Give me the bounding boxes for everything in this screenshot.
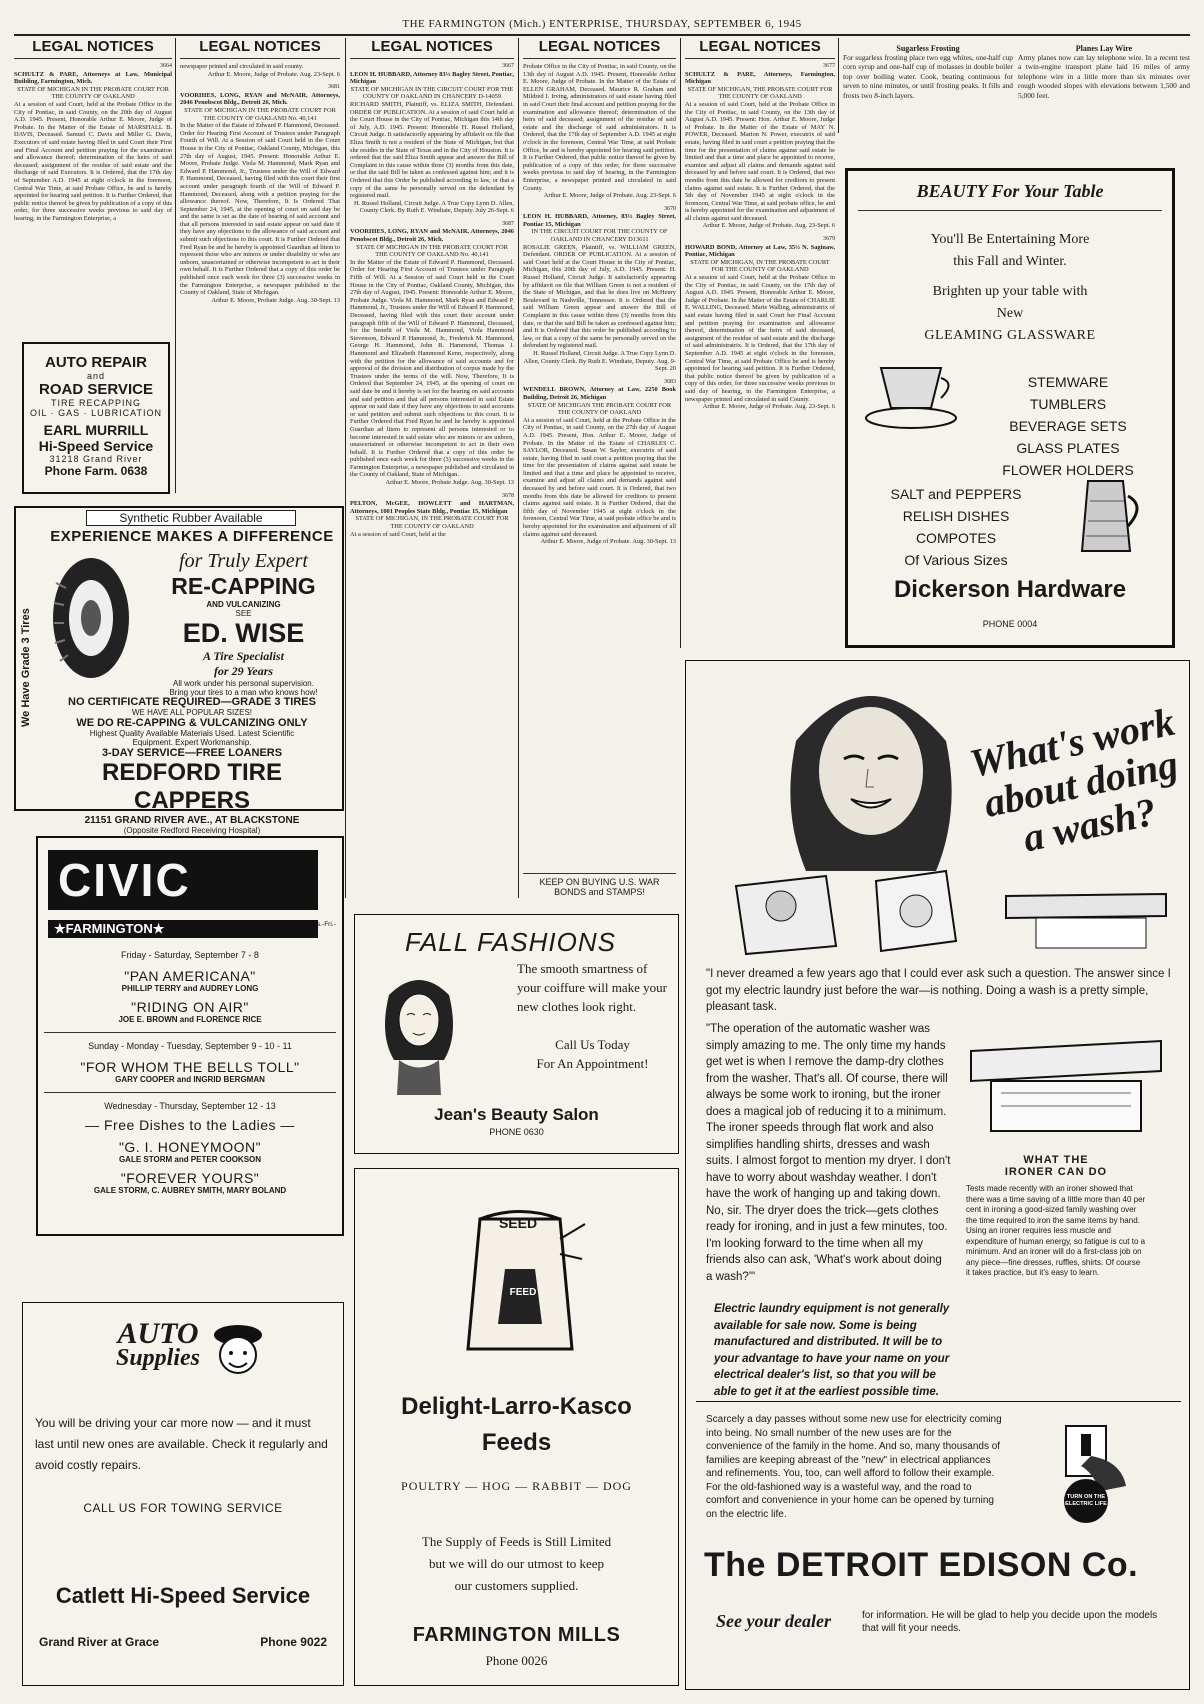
notice-signature: Arthur E. Moore, Probate Judge. Aug. 30-Sept. 13 bbox=[211, 296, 340, 304]
ad-text: 3-DAY SERVICE—FREE LOANERS bbox=[101, 747, 283, 759]
brief-body: For sugarless frosting place two egg whites, one-half cup corn syrup and one-half cup of molasses in double boiler top over boiling water. Cook, beating continuous for seven to nine minutes, or until frosting peaks. It fills and frosts two 8-inch layers. bbox=[843, 53, 1013, 100]
product-item: STEMWARE bbox=[1027, 374, 1109, 390]
ad-text: Call Us Today bbox=[555, 1037, 630, 1052]
product-item: FLOWER HOLDERS bbox=[1002, 462, 1134, 478]
war-bonds-slogan: KEEP ON BUYING U.S. WAR BONDS and STAMPS! bbox=[523, 873, 676, 897]
ad-note: Electric laundry equipment is not generally available for sale now. Some is being manufactured and distributed. It will be to your advantage to have your name on your electrical dealer's list, so that you will be able to get it at the earliest possible time. bbox=[714, 1303, 950, 1398]
legal-column-5 bbox=[685, 38, 835, 638]
ad-logo: AUTO bbox=[117, 1317, 199, 1350]
ad-text: WE HAVE ALL POPULAR SIZES! bbox=[131, 708, 253, 717]
legal-notice bbox=[523, 206, 676, 373]
column-rule bbox=[838, 38, 839, 133]
light-switch-icon bbox=[1031, 1416, 1141, 1526]
theatre-phone: Phone 0444 · Latest News Wed.-Thurs.-Fri.-Sat bbox=[208, 921, 336, 937]
movie-title: "PAN AMERICANA" bbox=[124, 968, 256, 984]
ad-business-name: REDFORD TIRE CAPPERS bbox=[102, 759, 282, 814]
ad-logo: Supplies bbox=[115, 1345, 201, 1371]
sack-label: FEED bbox=[509, 1287, 537, 1298]
notice-signature: Arthur E. Moore, Judge of Probate. Aug. 23-Sept. 6 bbox=[702, 403, 835, 411]
notice-number: 3687 bbox=[502, 220, 514, 227]
ad-text: TIRE RECAPPING bbox=[50, 398, 141, 408]
ad-text: A Tire Specialist bbox=[203, 649, 284, 663]
ad-text: (Opposite Redford Receiving Hospital) bbox=[123, 826, 261, 835]
product-item: TUMBLERS bbox=[1029, 396, 1107, 412]
column-rule bbox=[345, 38, 346, 898]
ad-text: For An Appointment! bbox=[536, 1056, 649, 1071]
product-item: GLASS PLATES bbox=[1016, 440, 1120, 456]
ad-text: SEE bbox=[235, 609, 252, 618]
notice-signature: Arthur E. Moore, Probate Judge. Aug. 30-Sept. 13 bbox=[385, 479, 514, 487]
movie-title: "RIDING ON AIR" bbox=[131, 999, 249, 1015]
notice-attorney: SCHULTZ & PARE, Attorneys at Law, Municipal Building, Farmington, Mich. bbox=[14, 70, 172, 86]
notice-body: In the Matter of the Estate of Edward P. Hammond, Deceased. Order for Hearing First Account of Trustees under Paragraph Fourth of Will. At a Session of said Court held in the Court House in the City of Pontiac, Oakland County, Michigan, this 27th day of August, 1945. Present: Honorable Arthur E. Moore, Probate Judge. Viola M. Hammond, Mark Ryan and Edward P. Hammond, Jr., Trustees under the Will of Edward P. Hammond, Deceased, having filed with this court their first account under paragraph fourth of the Will of Edward P. Hammond, Deceased, along with a petition praying for the allowance thereof. Now, Therefore, It Is Ordered That September 24, 1945, at the opening of court on said day be and the same is set as the date of hearing of said account and that all persons interested in said estate appear on said date if they have any objections to the allowance of said account and submit such objections to this court. It is Further Ordered that Fred Ryan be and he hereby is appointed Guardian ad litem to represent those who are minors or under disability or who are unborn, unascertained or otherwise incompetent to act in their own behalf. It is Further Ordered that a copy of this order be published once each week for three (3) successive weeks in the Farmington Enterprise, a newspaper published in the County of Oakland, State of Michigan. bbox=[180, 122, 340, 297]
notice-body: RICHARD SMITH, Plaintiff, vs. ELIZA SMITH, Defendant. ORDER OF PUBLICATION. At a session of said Court held at the Court House in the City of Pontiac, Michigan this 14th day of July, A.D. 1945. Present: Honorable H. Russel Holland, Circuit Judge. It satisfactorily appearing by affidavit on file that Eliza Smith is not a resident of the State of Michigan, but that she resides in the State of Texas and in the City of Houston. It is ordered that the said Eliza Smith appear and answer the Bill of Complaint in this cause within three (3) months from this date, or that the said Bill be taken as confessed against him; and it is Ordered that this Order be published according to law, or that a copy of the same be personally served on the defendant by registered mail. bbox=[350, 100, 514, 200]
glassware-cup-icon bbox=[856, 343, 966, 433]
notice-court: STATE OF MICHIGAN, IN THE PROBATE COURT FOR THE COUNTY OF OAKLAND bbox=[355, 515, 509, 531]
column-rule bbox=[680, 38, 681, 648]
ad-text: for information. He will be glad to help you decide upon the models that will fit your needs. bbox=[862, 1610, 1158, 1634]
notice-number: 3664 bbox=[160, 63, 172, 69]
ad-headline: Feeds bbox=[481, 1429, 552, 1456]
legal-column-3 bbox=[350, 38, 514, 898]
show-dates: Wednesday - Thursday, September 12 - 13 bbox=[104, 1101, 276, 1111]
legal-notice bbox=[180, 63, 340, 78]
ad-business-name: Jean's Beauty Salon bbox=[434, 1105, 599, 1124]
legal-notice bbox=[523, 379, 676, 546]
movie-stars: JOE E. BROWN and FLORENCE RICE bbox=[118, 1015, 262, 1024]
promotion: — Free Dishes to the Ladies — bbox=[85, 1117, 295, 1133]
ad-phone: Phone 9022 bbox=[260, 1635, 327, 1649]
product-item: Of Various Sizes bbox=[904, 552, 1008, 568]
legal-heading: LEGAL NOTICES bbox=[523, 38, 676, 59]
laundry-appliances-illustration bbox=[706, 856, 1176, 956]
legal-notice bbox=[685, 236, 835, 411]
notice-number: 3678 bbox=[502, 492, 514, 499]
ad-text: Brighten up your table with bbox=[932, 284, 1088, 299]
notice-body: At a session of said Court, held at the Probate Office in the City of Pontiac, in said County, on the 13th day of August A.D. 1945. Present: Hon. Arthur E. Moore, Judge of Probate. In the Matter of the Estate of MAY N. POWER, Deceased. Marion N. Power, executrix of said estate, having filed in said court a petition praying that the time for the presentation of claims against said estate be limited and that a time and place be appointed to receive, examine and adjust all claims and demands against said deceased by and before said court. It is Ordered, that two months from this date be allowed for creditors to present claims against said estate. It is Further Ordered, that the 5th day of November 1945 at eight o'clock in the forenoon, Central War Time, at said probate office, be and is hereby appointed for the examination and adjustment of all claims against said deceased. bbox=[685, 100, 835, 222]
notice-attorney: SCHULTZ & PARE, Attorneys, Farmington, Michigan bbox=[685, 70, 835, 86]
ad-text: and bbox=[86, 371, 106, 381]
divider bbox=[44, 1092, 336, 1093]
product-item: COMPOTES bbox=[915, 530, 997, 546]
ad-address: Grand River at Grace bbox=[39, 1635, 160, 1649]
ad-text: for Truly Expert bbox=[179, 550, 308, 572]
detroit-edison-ad bbox=[685, 660, 1190, 1690]
ad-text: WE DO RE-CAPPING & VULCANIZING ONLY bbox=[76, 717, 308, 729]
column-rule bbox=[175, 38, 176, 493]
legal-notice bbox=[350, 493, 514, 539]
ad-body: The smooth smartness of your coiffure will make your new clothes look right. bbox=[517, 961, 667, 1014]
brief-planes bbox=[1018, 44, 1190, 139]
ad-business-name: FARMINGTON MILLS bbox=[412, 1624, 621, 1646]
masthead: THE FARMINGTON (Mich.) ENTERPRISE, THURSDAY, SEPTEMBER 6, 1945 bbox=[402, 18, 802, 30]
ad-body: but we will do our utmost to keep bbox=[428, 1556, 605, 1571]
movie-stars: GALE STORM, C. AUBREY SMITH, MARY BOLAND bbox=[93, 1186, 287, 1195]
ad-body: You will be driving your car more now — and it must last until new ones are available. Check it regularly and avoid costly repairs. bbox=[35, 1416, 328, 1472]
legal-notice bbox=[350, 63, 514, 215]
movie-stars: GALE STORM and PETER COOKSON bbox=[118, 1155, 262, 1164]
notice-attorney: WENDELL BROWN, Attorney at Law, 2250 Book Building, Detroit 26, Michigan bbox=[523, 386, 676, 401]
sidebar-heading: WHAT THE bbox=[1023, 1154, 1089, 1166]
notice-attorney: VOORHIES, LONG, RYAN and McNAIR, Attorneys, 2046 Penobscot Bldg., Detroit 26, Mich. bbox=[350, 228, 514, 244]
notice-body: In the Matter of the Estate of Edward P. Hammond, Deceased. Order for Hearing First Account of Trustees under Paragraph Fifth of Will. At a Session of said Court held in the Court House in the City of Pontiac, Oakland County, Michigan, this 27th day of August, 1945. Present: Honorable Arthur E. Moore, Probate Judge. Viola M. Hammond, Mark Ryan and Edward P. Hammond, Jr., Trustees under the Will of Edward P. Hammond, Deceased, having filed with this court their account under paragraph fifth of the Will of Edward P. Hammond, Deceased, for the benefit of Viola M. Hammond, Viola Hammond Stevenson, Edward P. Hammond, Jr., Frederick M. Hammond, George H. Hammond, John B. Hammond, Thomas J. Hammond and Elizabeth Hammond Kenn, respectively, along with the petition for the allowance of said accounts and for approval of the division and distribution of corpus made by the Trustees under the terms of the will. Now, Therefore, It is Ordered that September 24, 1945, at the opening of court on said date be and it hereby is set for the hearing on said accounts and said petition and that all persons interested in said Estate appear on said date if they have any objections to said accounts or said petition and submit such objections to this court. It is Further Ordered that Fred Ryan be and he hereby is appointed Guardian ad litem to represent all persons interested or to become interested in said estate who are minors or are unborn, unascertained or otherwise incompetent to act in their own behalf. It is Further Ordered that a copy of this order be published once each week for three (3) successive weeks in the Farmington Enterprise, a newspaper published and circulated in the County of Oakland, State of Michigan. bbox=[350, 258, 514, 479]
theatre-logo: CIVIC bbox=[48, 850, 318, 910]
ad-headline: BEAUTY For Your Table bbox=[916, 181, 1104, 201]
ad-text: OIL · GAS · LUBRICATION bbox=[29, 408, 162, 418]
ad-phone: Phone 0026 bbox=[485, 1653, 548, 1668]
legal-heading: LEGAL NOTICES bbox=[180, 38, 340, 59]
product-item: BEVERAGE SETS bbox=[1009, 418, 1127, 434]
tire-illustration bbox=[46, 553, 146, 683]
ad-address: 21151 GRAND RIVER AVE., AT BLACKSTONE bbox=[84, 815, 300, 826]
legal-heading: LEGAL NOTICES bbox=[685, 38, 835, 59]
ad-body: "I never dreamed a few years ago that I could ever ask such a question. The answer since I got my electric laundry just before the war—is nothing. Doing a wash is a pretty simple, pleasant task. bbox=[706, 968, 1171, 1013]
notice-body: At a session of said Court, held at the bbox=[350, 530, 446, 538]
notice-court: STATE OF MICHIGAN, IN THE PROBATE COURT FOR THE COUNTY OF OAKLAND bbox=[690, 258, 830, 274]
notice-body: ROSALIE GREEN, Plaintiff, vs. WILLIAM GREEN, Defendant. ORDER OF PUBLICATION. At a session of said Court held at the Court House in the City of Pontiac, Michigan, this 20th day of July, A.D. 1945. Present: H. Russel Holland, Circuit Judge. It satisfactorily appearing by affidavit on file that William Green is not a resident of the State of Michigan, and that he does live on McHenry Boulevard in Nashville, Tennessee. It is Ordered that the said William Green appear and answer the Bill of Complaint in this cause within three (3) months from this date, or that the said Bill be taken as confessed against him; and It is Ordered that this order be published according to law, or that a copy of the same be personally served on the defendant by registered mail. bbox=[523, 243, 676, 350]
ad-text: You'll Be Entertaining More bbox=[930, 232, 1090, 247]
pitcher-icon bbox=[1068, 471, 1148, 561]
farmington-mills-ad bbox=[354, 1168, 679, 1686]
ad-phone: PHONE 0630 bbox=[489, 1127, 544, 1137]
sidebar-body: Tests made recently with an ironer showed that there was a time saving of a little more than 40 per cent in ironing a good-sized family washing over the time required to iron the same items by hand. Using an ironer requires less muscle and expenditure of human energy, so fatigue is cut to a minimum. And an ironer will do a first-class job on any piece—fine dresses, ruffles, shirts. Of course it takes practice, but it's easy to learn. bbox=[966, 1184, 1146, 1277]
sack-label: SEED bbox=[498, 1215, 538, 1231]
woman-portrait bbox=[369, 965, 469, 1095]
brief-title: Sugarless Frosting bbox=[896, 44, 960, 53]
ad-text: New bbox=[996, 306, 1024, 321]
movie-stars: GARY COOPER and INGRID BERGMAN bbox=[115, 1075, 265, 1084]
masthead-rule bbox=[14, 34, 1190, 36]
notice-body: At a session of said Court, held at the Probate Office in the City of Pontiac, in said County, on the 17th day of August A.D. 1945. Present, Honorable Arthur E. Moore, Judge of Probate. In the Matter of the Estate of CHARLIE E. WALLING, Deceased. Marie Walling, administratrix of said estate having filed in said Court her Final Account and petition praying for examination and allowance thereof, determination of the heirs of said deceased, assignment of the residue of said estate and the discharge of said administratrix. It is Ordered, that the 17th day of September A.D. 1945 at eight o'clock in the forenoon, Central War Time, at said Probate Office be and is hereby appointed for hearing said petition. It is Further Ordered, that public notice thereof be given by publication of a copy of this order, for three successive weeks previous to said day of hearing, in the Farmington Enterprise, a newspaper printed and circulated in said County. bbox=[685, 274, 835, 403]
notice-court: STATE OF MICHIGAN IN THE PROBATE COURT FOR THE COUNTY OF OAKLAND bbox=[17, 85, 169, 101]
notice-signature: H. Russel Holland, Circuit Judge. A True Copy Lynn D. Allen, County Clerk. By Ruth E. Windiate, Deputy. Aug. 9-Sept. 20 bbox=[523, 349, 676, 373]
notice-court: STATE OF MICHIGAN, THE PROBATE COURT FOR THE COUNTY OF OAKLAND bbox=[687, 85, 833, 101]
notice-number: 3670 bbox=[664, 205, 676, 212]
legal-column-4 bbox=[523, 38, 676, 898]
ad-headline: FALL FASHIONS bbox=[405, 927, 616, 957]
ad-business-name: Hi-Speed Service bbox=[38, 438, 154, 454]
notice-signature: Arthur E. Moore, Judge of Probate. Aug. 23-Sept. 6 bbox=[543, 192, 676, 200]
ad-headline: Delight-Larro-Kasco bbox=[401, 1393, 632, 1420]
legal-heading: LEGAL NOTICES bbox=[350, 38, 514, 59]
divider bbox=[696, 1401, 1181, 1402]
column-rule bbox=[518, 38, 519, 898]
notice-court: STATE OF MICHIGAN IN THE CIRCUIT COURT FOR THE COUNTY OF OAKLAND IN CHANCERY D-14059 bbox=[350, 85, 514, 101]
ad-headline: RE-CAPPING bbox=[171, 573, 316, 599]
notice-attorney: VOORHIES, LONG, RYAN and McNAIR, Attorneys, 2046 Penobscot Bldg., Detroit 26, Mich. bbox=[180, 91, 340, 107]
brief-title: Planes Lay Wire bbox=[1075, 44, 1133, 53]
ad-address: 31218 Grand River bbox=[49, 454, 143, 464]
notice-court: STATE OF MICHIGAN THE PROBATE COURT FOR THE COUNTY OF OAKLAND bbox=[527, 401, 672, 417]
ad-business-name: EARL MURRILL bbox=[43, 422, 149, 438]
ad-text: GLEAMING GLASSWARE bbox=[924, 328, 1096, 343]
ad-headline: EXPERIENCE MAKES A DIFFERENCE bbox=[50, 528, 334, 545]
ad-text: CALL US FOR TOWING SERVICE bbox=[83, 1501, 283, 1515]
product-item: SALT and PEPPERS bbox=[890, 486, 1022, 502]
dickerson-hardware-ad bbox=[845, 168, 1175, 648]
ad-text: POULTRY — HOG — RABBIT — DOG bbox=[401, 1479, 632, 1493]
legal-column-1 bbox=[14, 38, 172, 338]
notice-body: At a session of said Court, held at the Probate Office in the City of Pontiac, in said County, on the 27th day of August A.D. 1945. Present, Hon. Arthur E. Moore, Judge of Probate. In the Matter of the Estate of CHARLES C. SAYLOR, Deceased. Susan W. Saylor, executrix of said estate, having filed in said court a petition praying that the time for the presentation of claims against said estate be limited and that a time and place be appointed to receive, examine and adjust all claims and demands against said deceased by and before said court. It is Ordered, that two months from this date be allowed for creditors to present claims against said estate. It is Further Ordered, that the fifth day of November 1945 at eight o'clock in the forenoon, Central War Time, at said probate office be and is hereby appointed for the examination and adjustment of all claims against said deceased. bbox=[523, 416, 676, 538]
ad-headline: AUTO REPAIR bbox=[45, 354, 147, 371]
brief-frosting bbox=[843, 44, 1013, 139]
movie-stars: PHILLIP TERRY and AUDREY LONG bbox=[121, 984, 259, 993]
ad-text: Highest Quality Available Materials Used. Latest Scientific Equipment. Expert Workmanship. bbox=[89, 729, 295, 747]
movie-title: "G. I. HONEYMOON" bbox=[118, 1139, 262, 1155]
show-dates: Sunday - Monday - Tuesday, September 9 - 10 - 11 bbox=[88, 1041, 292, 1051]
badge-text: TURN ON THE ELECTRIC LIFE bbox=[1065, 1494, 1107, 1507]
ad-phone: PHONE 0004 bbox=[982, 619, 1038, 629]
sidebar-heading: IRONER CAN DO bbox=[1004, 1166, 1108, 1178]
ed-wise-ad bbox=[14, 506, 344, 835]
ad-text: this Fall and Winter. bbox=[953, 254, 1067, 269]
ad-phone: Phone Farm. 0638 bbox=[44, 464, 148, 478]
ad-body: Scarcely a day passes without some new use for electricity coming into being. No small number of the new uses are for the convenience of the family in the home. And so, many thousands of families are keeping abreast of the "new" in electrical appliances and refinements. You, too, can well afford to follow their example. For the old-fashioned way is a wasteful way, and the road to comfort and convenience in your home can be opened by turning on the electric life. bbox=[706, 1414, 1002, 1520]
woman-photo bbox=[776, 671, 966, 871]
legal-notice bbox=[523, 63, 676, 200]
ad-text: See your dealer bbox=[716, 1611, 831, 1631]
ad-side-banner: We Have Grade 3 Tires bbox=[20, 608, 32, 728]
auto-supplies-ad bbox=[22, 1302, 344, 1686]
auto-repair-ad bbox=[22, 342, 170, 494]
notice-attorney: LEON H. HUBBARD, Attorney 83½ Bagley Street, Pontiac, Michigan bbox=[350, 70, 514, 86]
legal-column-2 bbox=[180, 38, 340, 493]
ad-business-name: Catlett Hi-Speed Service bbox=[55, 1583, 311, 1608]
legal-notice bbox=[350, 221, 514, 487]
notice-body: Probate Office in the City of Pontiac, in said County, on the 13th day of August A.D. 1945. Present, Honorable Arthur E. Moore, Judge of Probate. In the Matter of the Estate of ELLEN GRAHAM, Deceased. Maurice R. Graham and Mildred I. Irving, administrators of said estate having filed in said Court their final account and petition praying for the examination and allowance thereof; determination of the heirs of said deceased; assignment of the residue of said estate and the discharge of said administrators. It is Ordered, that the 17th day of September A.D. 1945 at eight o'clock in the forenoon, Central War Time, at said Probate Office, be and is hereby appointed for hearing said petition. It is Further Ordered, that public notice thereof be given by publication of a copy of this order, for three successive weeks previous to said day of hearing, in the Farmington Enterprise, a newspaper printed and circulated in said County. bbox=[523, 63, 676, 192]
legal-notice bbox=[685, 63, 835, 230]
notice-court: IN THE CIRCUIT COURT FOR THE COUNTY OF OAKLAND IN CHANCERY D13611 bbox=[531, 228, 668, 244]
ad-text: All work under his personal supervision. Bring your tires to a man who knows how! bbox=[169, 679, 318, 697]
civic-theatre-ad bbox=[36, 836, 344, 1236]
ad-body: "The operation of the automatic washer was simply amazing to me. The only time my hands get wet is when I remove the damp-dry clothes from the washer. That's all. Of course, there will always be some work to ironing, but the ironer does a magical job of reducing it to a minimum. The ironer speeds through flat work and also simplifies handling shirts, dresses and wash suits. I almost forgot to mention my dryer. I don't have to worry about washday weather. I don't have the work of hanging up and taking down. No, sir. The dryer does the trick—gets clothes ready for ironing, and in just a few minutes, too. I'm looking forward to the time when all my friends also can ask, 'What's work about doing a wash?'" bbox=[706, 1023, 951, 1283]
ad-business-name: The DETROIT EDISON Co. bbox=[704, 1546, 1139, 1584]
notice-number: 3679 bbox=[823, 236, 835, 243]
ad-body: The Supply of Feeds is Still Limited bbox=[421, 1534, 612, 1549]
notice-signature: Arthur E. Moore, Judge of Probate. Aug. 23-Sept. 6 bbox=[207, 70, 340, 78]
promotion-text: Free Dishes to the Ladies bbox=[103, 1117, 277, 1133]
ad-text: for 29 Years bbox=[213, 664, 274, 678]
notice-attorney: PELTON, McGEE, HOWLETT and HARTMAN, Attorneys, 1001 Peoples State Bldg., Pontiac 15, Michigan bbox=[350, 500, 514, 515]
notice-signature: Arthur E. Moore, Judge of Probate. Aug. 23-Sept. 6 bbox=[702, 222, 835, 230]
notice-number: 3677 bbox=[823, 63, 835, 69]
notice-court: STATE OF MICHIGAN IN THE PROBATE COURT FOR THE COUNTY OF OAKLAND No. 40,141 bbox=[184, 106, 336, 122]
ad-text: NO CERTIFICATE REQUIRED—GRADE 3 TIRES bbox=[68, 696, 316, 708]
movie-title: "FOREVER YOURS" bbox=[120, 1170, 260, 1186]
show-dates: Friday - Saturday, September 7 - 8 bbox=[121, 950, 259, 960]
ironer-illustration bbox=[961, 1021, 1171, 1136]
theatre-location: ★FARMINGTON★ bbox=[48, 920, 318, 938]
ad-body: our customers supplied. bbox=[454, 1578, 579, 1593]
legal-notice bbox=[14, 63, 172, 222]
notice-attorney: LEON H. HUBBARD, Attorney, 83½ Bagley Street, Pontiac 15, Michigan bbox=[523, 213, 676, 228]
ad-headline: What's work about doing a wash? bbox=[965, 698, 1182, 861]
notice-court: STATE OF MICHIGAN IN THE PROBATE COURT FOR THE COUNTY OF OAKLAND No. 40,141 bbox=[356, 243, 508, 259]
notice-body: At a session of said Court, held at the Probate Office in the City of Pontiac, in said County, on the 20th day of August A.D. 1945. Present, Honorable Arthur E. Moore, Judge of Probate. In the Matter of the Estate of MARSHALL B. DAVIS, Deceased. Samuel C. Davis and Miller G. Davis, Executors of said estate having filed in said Court their First and Final Account and petition praying for the examination and allowance thereof; determination of the heirs of said deceased; assignment of the residue of said estate and the discharge of said Executors. It is Ordered, that the 17th day of September A.D. 1945 at eight o'clock in the forenoon, Central War Time, at said Probate Office, be and is hereby appointed for hearing said petition. It is Further Ordered, that public notice thereof be given by publication of a copy of this order, for three successive weeks previous to said day of hearing, in the Farmington Enterprise, a bbox=[14, 100, 172, 222]
notice-signature: H. Russel Holland, Circuit Judge. A True Copy Lynn D. Allen, County Clerk. By Ruth E. Windiate, Deputy. July 26-Sept. 6 bbox=[354, 199, 514, 215]
brief-body: Army planes now can lay telephone wire. In a recent test a twin-engine transport plane laid 16 miles of army telephone wire in a little more than six minutes over rough wooded slopes with elevations between 1,500 and 5,000 feet. bbox=[1018, 53, 1190, 100]
fall-fashions-ad bbox=[354, 914, 679, 1154]
legal-heading: LEGAL NOTICES bbox=[14, 38, 172, 59]
ad-business-name: ED. WISE bbox=[182, 618, 305, 648]
notice-number: 3681 bbox=[328, 84, 340, 91]
notice-signature: Arthur E. Moore, Judge of Probate. Aug. 30-Sept. 13 bbox=[540, 538, 676, 546]
ad-headline: ROAD SERVICE bbox=[39, 381, 153, 398]
theatre-script: theatre bbox=[218, 860, 305, 893]
divider bbox=[44, 1032, 336, 1033]
ad-business-name: Dickerson Hardware bbox=[893, 576, 1127, 603]
product-item: RELISH DISHES bbox=[902, 508, 1010, 524]
ad-banner: Synthetic Rubber Available bbox=[86, 510, 296, 526]
notice-number: 3667 bbox=[502, 63, 514, 69]
movie-title: "FOR WHOM THE BELLS TOLL" bbox=[80, 1059, 300, 1075]
divider bbox=[858, 210, 1162, 211]
notice-body: newspaper printed and circulated in said county. bbox=[180, 63, 304, 70]
notice-attorney: HOWARD BOND, Attorney at Law, 35½ N. Saginaw, Pontiac, Michigan bbox=[685, 243, 835, 259]
legal-notice bbox=[180, 84, 340, 304]
ad-text: AND VULCANIZING bbox=[206, 600, 281, 609]
notice-number: 3683 bbox=[664, 378, 676, 385]
